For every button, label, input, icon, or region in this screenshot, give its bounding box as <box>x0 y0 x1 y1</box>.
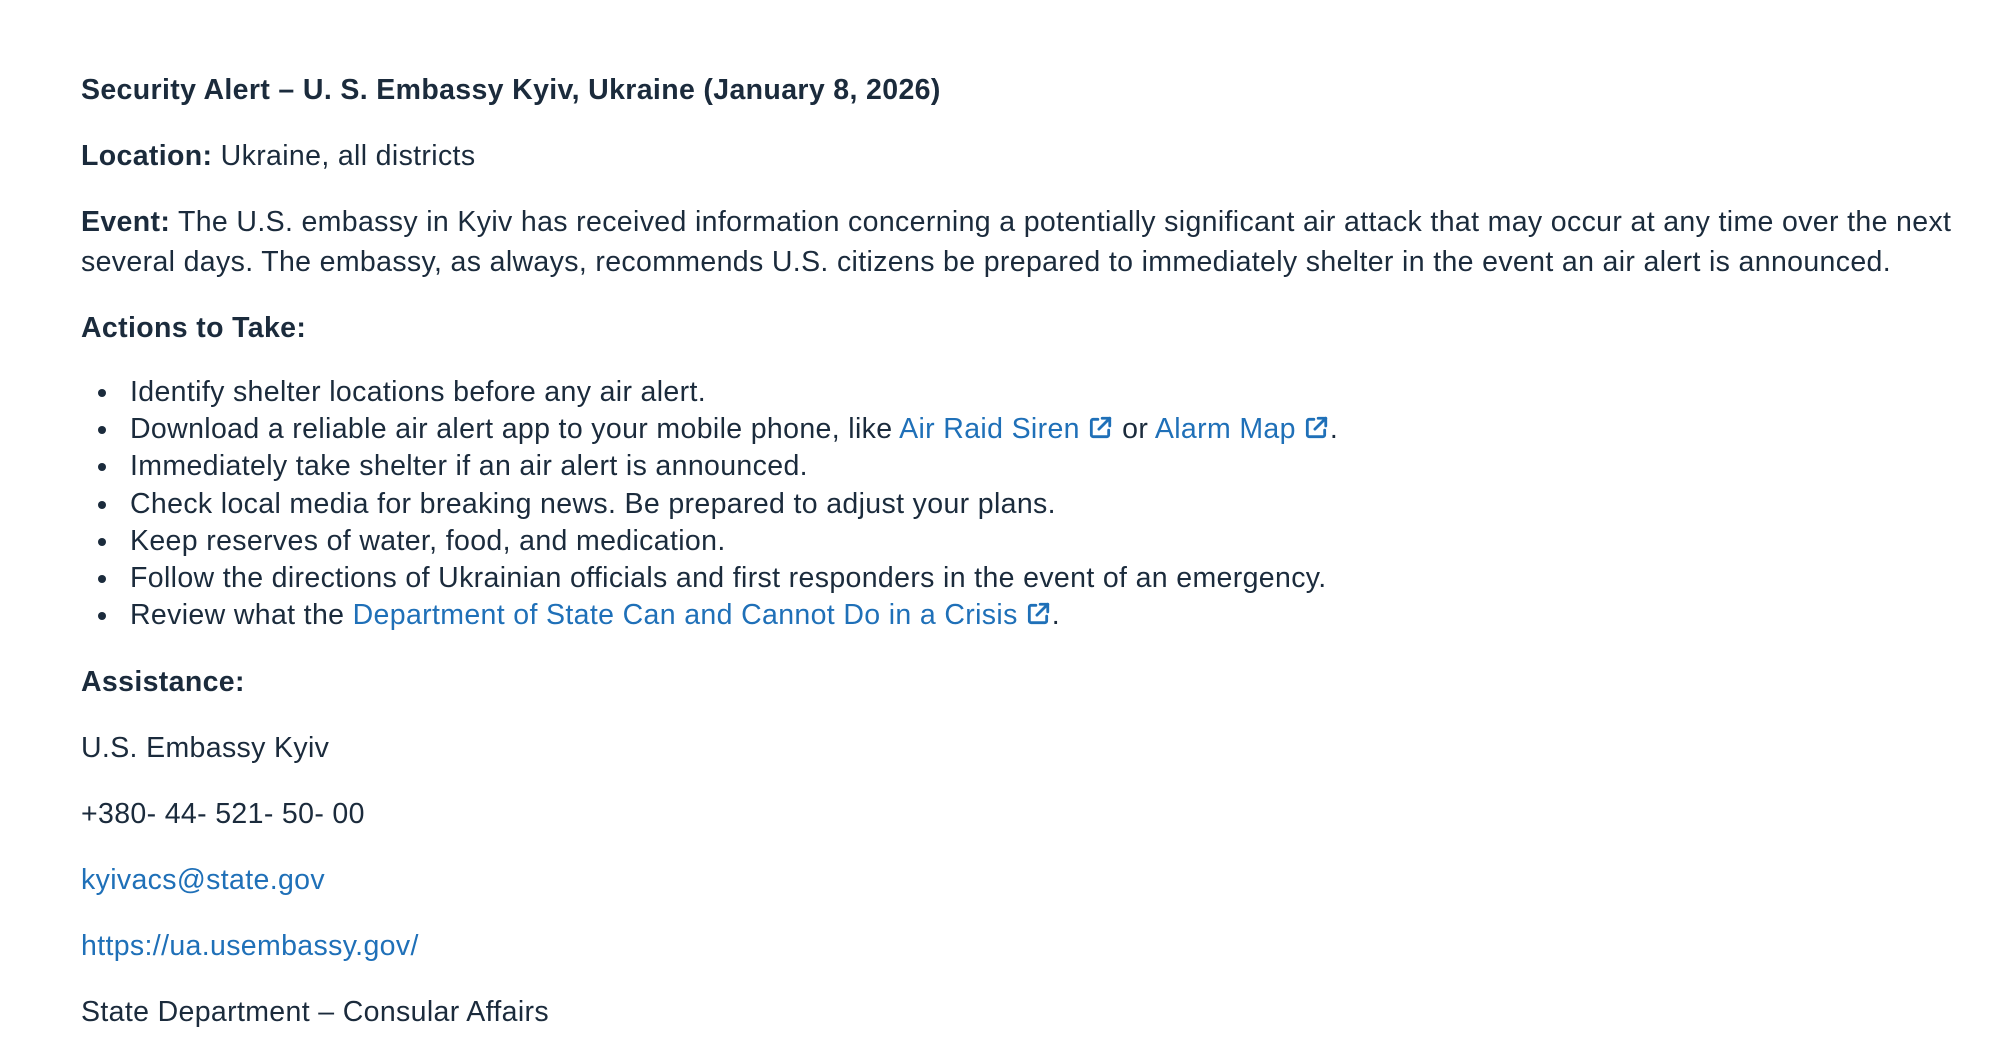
bullet-icon <box>98 501 106 509</box>
list-item <box>81 597 1981 634</box>
action-text: . <box>1051 599 1060 632</box>
embassy-name: U.S. Embassy Kyiv <box>81 732 330 765</box>
list-item <box>81 523 1981 560</box>
list-item <box>81 374 1981 411</box>
event-label: Event: <box>81 206 171 238</box>
alarm-map-link-text: Alarm Map <box>1154 413 1296 446</box>
embassy-website-link[interactable]: https://ua.usembassy.gov/ <box>81 930 419 963</box>
embassy-website-line <box>81 926 1981 966</box>
event-paragraph <box>81 202 1981 282</box>
bullet-icon <box>98 538 106 546</box>
action-text: Follow the directions of Ukrainian officials and first responders in the event of an emergency. <box>130 562 1327 595</box>
list-item <box>81 411 1981 448</box>
action-text: Check local media for breaking news. Be prepared to adjust your plans. <box>130 487 1056 520</box>
list-item <box>81 486 1981 523</box>
action-text: or <box>1113 413 1155 446</box>
location-text: Ukraine, all districts <box>212 140 476 172</box>
department-name: State Department – Consular Affairs <box>81 996 549 1029</box>
action-text: Identify shelter locations before any air alert. <box>130 376 707 408</box>
bullet-icon <box>98 575 106 583</box>
assistance-heading: Assistance: <box>81 666 245 699</box>
external-link-icon <box>1025 601 1051 627</box>
bullet-icon <box>98 463 106 471</box>
list-item <box>81 560 1981 597</box>
actions-list <box>81 374 1981 634</box>
bullet-icon <box>98 389 106 397</box>
embassy-phone: +380- 44- 521- 50- 00 <box>81 798 365 831</box>
state-department-crisis-link-text: Department of State Can and Cannot Do in a Crisis <box>352 599 1018 632</box>
air-raid-siren-link-text: Air Raid Siren <box>899 413 1080 446</box>
action-text: . <box>1329 413 1339 446</box>
alert-content <box>81 70 1981 1058</box>
action-text: Keep reserves of water, food, and medication. <box>130 524 726 557</box>
bullet-icon <box>98 426 106 434</box>
external-link-icon <box>1303 415 1329 441</box>
actions-heading: Actions to Take: <box>81 312 307 344</box>
event-text: The U.S. embassy in Kyiv has received information concerning a potentially significant air attack that may occur at any time over the next several days. The embassy, as always, recommends U.S. citizens be prepared to immediately shelter in the event an air alert is announced. <box>81 206 1952 278</box>
embassy-email-line <box>81 860 1981 900</box>
alert-title: Security Alert – U. S. Embassy Kyiv, Ukraine (January 8, 2026) <box>81 74 941 106</box>
location-label: Location: <box>81 140 213 172</box>
bullet-icon <box>98 612 106 620</box>
embassy-email-link[interactable]: kyivacs@state.gov <box>81 864 325 897</box>
location-line <box>81 136 1981 176</box>
action-text: Immediately take shelter if an air alert is announced. <box>130 450 808 483</box>
external-link-icon <box>1087 415 1113 441</box>
air-raid-siren-link[interactable] <box>899 413 1114 445</box>
action-text: Download a reliable air alert app to your mobile phone, like <box>130 413 900 446</box>
state-department-crisis-link[interactable] <box>353 599 1052 631</box>
action-text: Review what the <box>130 599 353 632</box>
list-item <box>81 448 1981 485</box>
alarm-map-link[interactable] <box>1155 413 1330 445</box>
